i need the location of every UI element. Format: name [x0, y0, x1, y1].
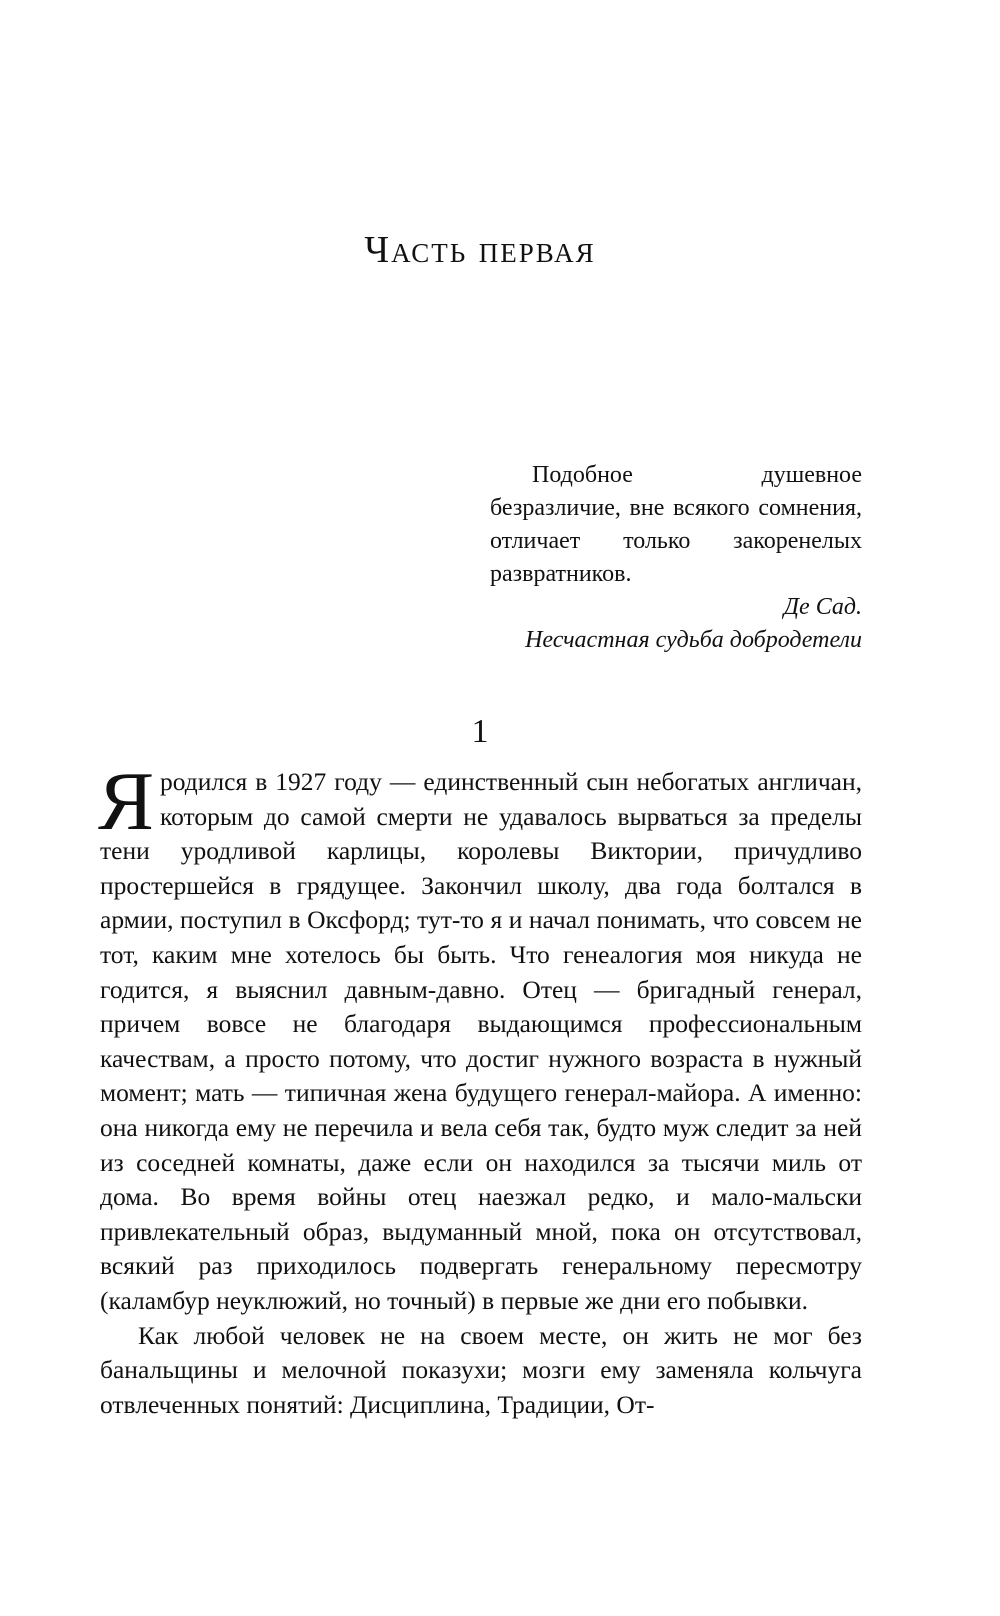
- epigraph-source: Несчастная судьба добродетели: [525, 627, 862, 653]
- drop-cap: Я: [98, 755, 155, 848]
- epigraph: [490, 459, 862, 657]
- epigraph-author: Де Сад.: [783, 594, 862, 620]
- paragraph-text: родился в 1927 году — единственный сын небогатых англичан, которым до самой смерти не удавалось вырваться за пределы тени уродливой карлицы, королевы Виктории, причудливо простершейся в грядущее. Закончил школу, два года болтался в армии, поступил в Оксфорд; тут-то я и начал понимать, что совсем не тот, каким мне хотелось бы быть. Что генеалогия моя никуда не годится, я выяснил давным-давно. Отец — бригадный генерал, причем вовсе не благодаря выдающимся профессиональным качествам, а просто потому, что достиг нужного возраста в нужный момент; мать — типичная жена будущего генерал-майора. А именно: она никогда ему не перечила и вела себя так, будто муж следит за ней из соседней комнаты, даже если он находился за тысячи миль от дома. Во время войны отец наезжал редко, и мало-мальски привлекательный образ, выдуманный мной, пока он отсутствовал, всякий раз приходилось подвергать генеральному пересмотру (каламбур неуклюжий, но точный) в первые же дни его побывки.: [100, 767, 862, 1315]
- paragraph: Как любой человек не на своем месте, он жить не мог без банальщины и мелочной показухи; мозги ему заменяла кольчуга отвлеченных понятий: Дисциплина, Традиции, От-: [100, 1320, 862, 1419]
- epigraph-text: Подобное душевное безразличие, вне всякого сомнения, отличает только закоренелых развратников.: [490, 462, 862, 587]
- paragraph: [98, 755, 862, 1319]
- part-title: Часть первая: [364, 229, 596, 271]
- chapter-number: 1: [471, 713, 489, 750]
- chapter-body: [98, 755, 862, 1422]
